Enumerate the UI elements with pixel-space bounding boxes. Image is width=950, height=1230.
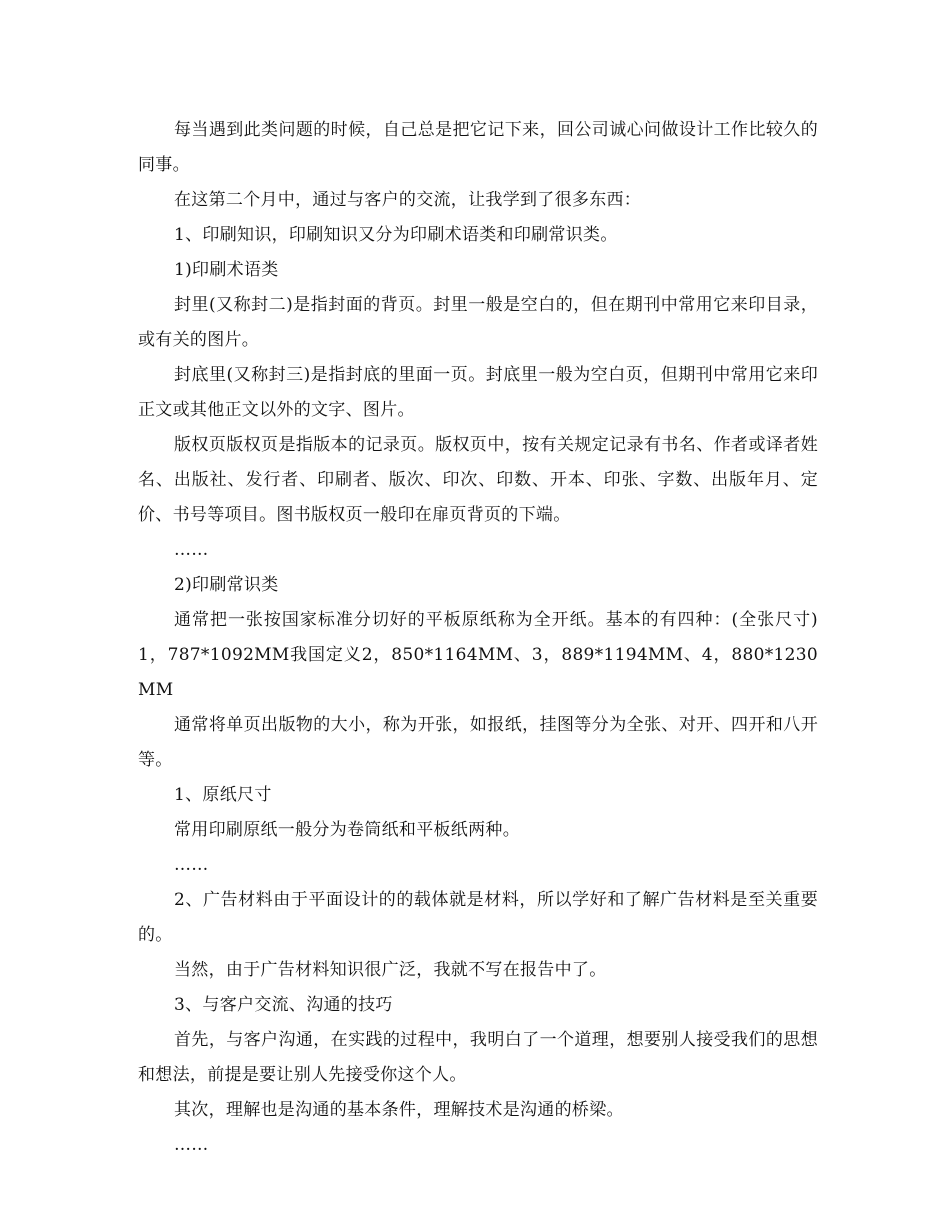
paragraph: 在这第二个月中，通过与客户的交流，让我学到了很多东西： — [174, 190, 642, 210]
paragraph: 其次，理解也是沟通的基本条件，理解技术是沟通的桥梁。 — [174, 1100, 624, 1120]
paragraph: 常用印刷原纸一般分为卷筒纸和平板纸两种。 — [174, 820, 520, 840]
paragraph: 2、广告材料由于平面设计的的载体就是材料，所以学好和了解广告材料是至关重要的。 — [138, 890, 818, 945]
paragraph: 当然，由于广告材料知识很广泛，我就不写在报告中了。 — [174, 960, 607, 980]
paragraph: 首先，与客户沟通，在实践的过程中，我明白了一个道理，想要别人接受我们的思想和想法，前提是要让别人先接受你这个人。 — [138, 1030, 818, 1085]
paragraph: 通常将单页出版物的大小，称为开张，如报纸，挂图等分为全张、对开、四开和八开等。 — [138, 715, 818, 770]
section-heading: 1、原纸尺寸 — [174, 785, 272, 805]
ellipsis: …… — [174, 540, 209, 560]
paragraph: 每当遇到此类问题的时候，自己总是把它记下来，回公司诚心问做设计工作比较久的同事。 — [138, 120, 818, 175]
paragraph: 1、印刷知识，印刷知识又分为印刷术语类和印刷常识类。 — [174, 225, 618, 245]
ellipsis: …… — [174, 1135, 209, 1155]
section-heading: 3、与客户交流、沟通的技巧 — [174, 995, 393, 1015]
paragraph: 通常把一张按国家标准分切好的平板原纸称为全开纸。基本的有四种：(全张尺寸)1，787*1092MM我国定义2，850*1164MM、3，889*1194MM、4，880*1230MM — [138, 610, 818, 700]
ellipsis: …… — [174, 855, 209, 875]
paragraph: 封里(又称封二)是指封面的背页。封里一般是空白的，但在期刊中常用它来印目录，或有关的图片。 — [138, 295, 818, 350]
section-heading: 2)印刷常识类 — [174, 575, 279, 595]
paragraph: 封底里(又称封三)是指封底的里面一页。封底里一般为空白页，但期刊中常用它来印正文或其他正文以外的文字、图片。 — [138, 365, 818, 420]
section-heading: 1)印刷术语类 — [174, 260, 279, 280]
paragraph: 版权页版权页是指版本的记录页。版权页中，按有关规定记录有书名、作者或译者姓名、出版社、发行者、印刷者、版次、印次、印数、开本、印张、字数、出版年月、定价、书号等项目。图书版权页一般印在扉页背页的下端。 — [138, 435, 818, 525]
document-page — [138, 113, 818, 1163]
